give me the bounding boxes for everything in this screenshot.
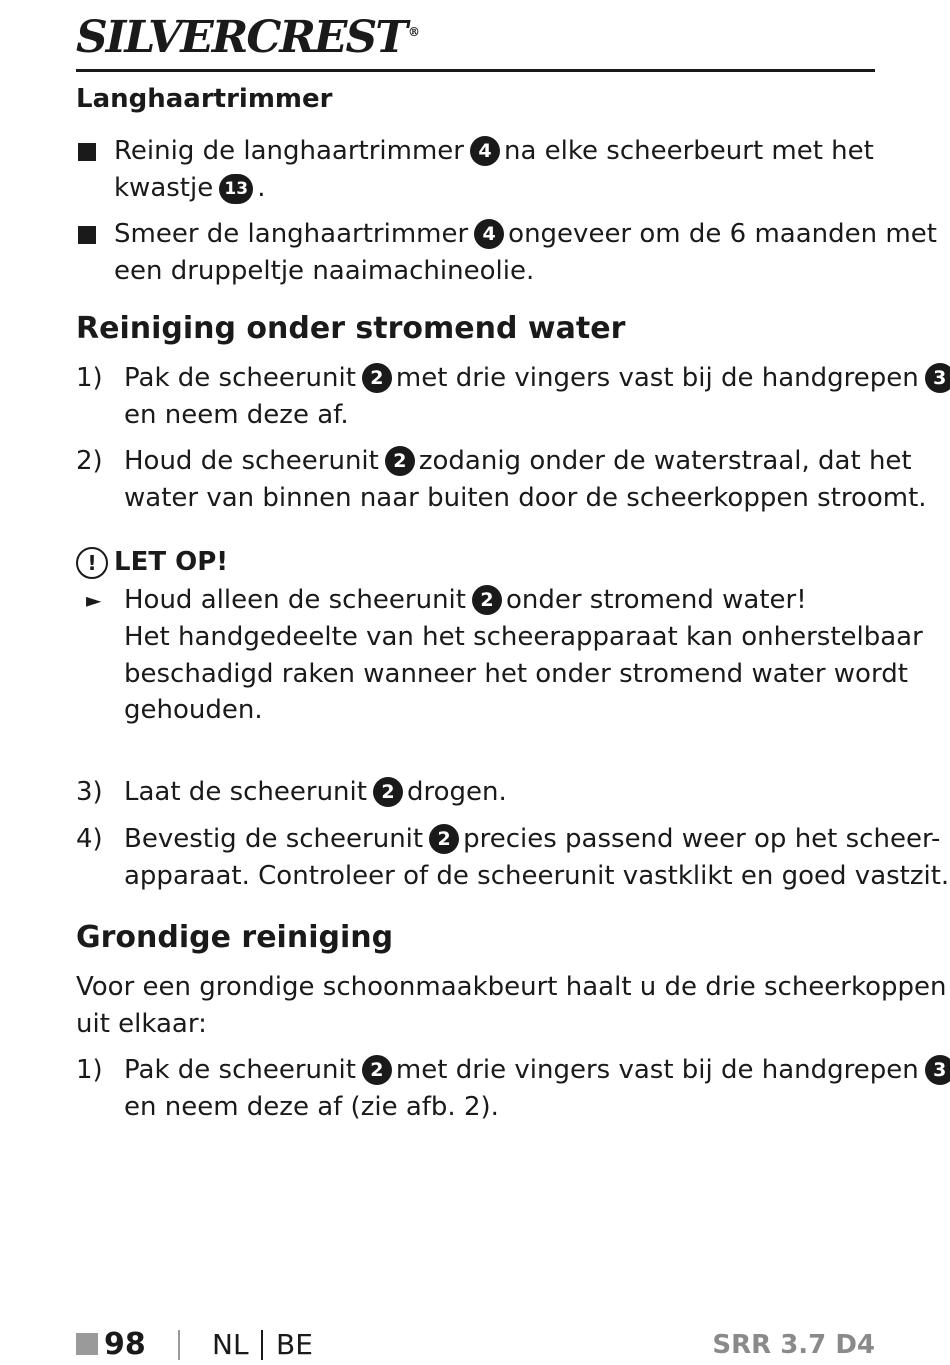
step-4-line-2: apparaat. Controleer of de scheerunit vastklikt en goed vastzit. <box>124 861 950 891</box>
intro-line-2: uit elkaar: <box>76 1009 207 1039</box>
bullet-2-line-1: Smeer de langhaartrimmer 4 ongeveer om de 6 maanden met <box>114 219 937 249</box>
footer-divider <box>178 1330 180 1360</box>
ref-marker: 3 <box>925 363 950 393</box>
header-rule <box>76 69 875 72</box>
warning-icon: ! <box>76 547 108 579</box>
warning-line-4: gehouden. <box>124 695 263 725</box>
ref-marker: 2 <box>472 585 502 615</box>
bullet-1-line-1: Reinig de langhaartrimmer 4 na elke scheerbeurt met het <box>114 136 874 166</box>
grondig-step-1-line-1: Pak de scheerunit 2 met drie vingers vast bij de handgrepen 3 <box>124 1052 950 1089</box>
step-1-line-1: Pak de scheerunit 2 met drie vingers vast bij de handgrepen 3 <box>124 360 950 397</box>
heading-grondige-reiniging: Grondige reiniging <box>76 920 394 955</box>
step-number: 2) <box>76 446 103 476</box>
ref-marker: 4 <box>474 219 504 249</box>
step-2-line-2: water van binnen naar buiten door de scheerkoppen stroomt. <box>124 483 927 513</box>
brand-logo: SILVERCREST ® <box>76 12 418 63</box>
ref-marker: 3 <box>925 1055 950 1085</box>
bullet-2-line-2: een druppeltje naaimachineolie. <box>114 256 535 286</box>
ref-marker: 2 <box>385 446 415 476</box>
ref-marker: 13 <box>219 174 253 204</box>
step-number: 1) <box>76 1055 103 1085</box>
heading-stromend-water: Reiniging onder stromend water <box>76 311 626 346</box>
square-bullet <box>78 143 96 161</box>
page-marker-square <box>76 1333 98 1355</box>
intro-line-1: Voor een grondige schoonmaakbeurt haalt u de drie scheerkoppen <box>76 972 947 1002</box>
step-number: 1) <box>76 363 103 393</box>
ref-marker: 2 <box>429 824 459 854</box>
ref-marker: 2 <box>362 1055 392 1085</box>
step-3-line-1: Laat de scheerunit 2 drogen. <box>124 777 507 807</box>
warning-line-2: Het handgedeelte van het scheerapparaat kan onherstelbaar <box>124 622 923 652</box>
step-number: 3) <box>76 777 103 807</box>
ref-marker: 2 <box>373 777 403 807</box>
footer-lang-be: BE <box>276 1328 313 1361</box>
ref-marker: 4 <box>470 136 500 166</box>
grondig-step-1-line-2: en neem deze af (zie afb. 2). <box>124 1092 499 1122</box>
step-1-line-2: en neem deze af. <box>124 400 349 430</box>
ref-marker: 2 <box>362 363 392 393</box>
step-number: 4) <box>76 824 103 854</box>
footer-divider <box>261 1330 263 1360</box>
step-4-line-1: Bevestig de scheerunit 2 precies passend weer op het scheer- <box>124 824 941 854</box>
warning-line-3: beschadigd raken wanneer het onder stromend water wordt <box>124 659 908 689</box>
step-2-line-1: Houd de scheerunit 2 zodanig onder de waterstraal, dat het <box>124 446 912 476</box>
model-number: SRR 3.7 D4 <box>712 1330 875 1360</box>
warning-title: LET OP! <box>114 547 229 577</box>
square-bullet <box>78 226 96 244</box>
heading-langhaartrimmer: Langhaartrimmer <box>76 84 333 114</box>
footer-lang-nl: NL <box>212 1328 249 1361</box>
warning-line-1: Houd alleen de scheerunit 2 onder stromend water! <box>124 585 807 615</box>
bullet-1-line-2: kwastje 13 . <box>114 173 266 203</box>
arrow-bullet-icon: ► <box>86 588 102 612</box>
page-number: 98 <box>104 1327 146 1362</box>
